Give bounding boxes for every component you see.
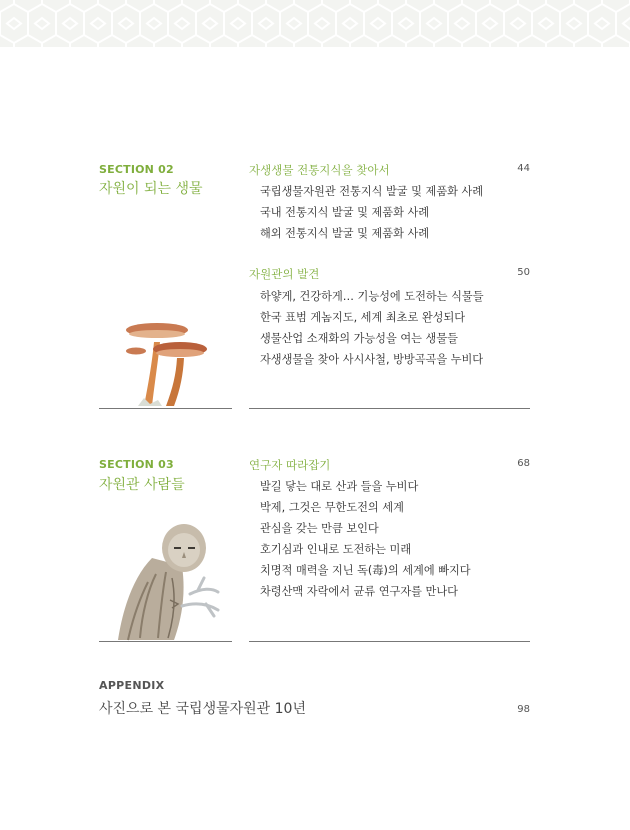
- toc-item[interactable]: 생물산업 소재화의 가능성을 여는 생물들: [260, 332, 458, 345]
- toc-item[interactable]: 호기심과 인내로 도전하는 미래: [260, 543, 412, 556]
- geometric-pattern-icon: [0, 0, 630, 47]
- toc-item[interactable]: 하얗게, 건강하게… 기능성에 도전하는 식물들: [260, 290, 484, 303]
- toc-item[interactable]: 한국 표범 게놈지도, 세계 최초로 완성되다: [260, 311, 466, 324]
- section-02-label: SECTION 02: [99, 163, 174, 176]
- toc-item[interactable]: 국내 전통지식 발굴 및 제품화 사례: [260, 206, 430, 219]
- chapter-title[interactable]: 자원관의 발견: [249, 267, 320, 281]
- page-number: 50: [517, 267, 530, 278]
- toc-item[interactable]: 박제, 그것은 무한도전의 세계: [260, 501, 404, 514]
- divider: [99, 408, 232, 409]
- header-pattern: [0, 0, 630, 47]
- page-number: 44: [517, 163, 530, 174]
- toc-item[interactable]: 치명적 매력을 지닌 독(毒)의 세계에 빠지다: [260, 564, 471, 577]
- section-02-title: 자원이 되는 생물: [99, 181, 203, 197]
- section-03-label: SECTION 03: [99, 458, 174, 471]
- appendix-title[interactable]: 사진으로 본 국립생물자원관 10년: [99, 701, 306, 717]
- appendix-label: APPENDIX: [99, 679, 165, 692]
- owl-illustration-icon: [112, 518, 222, 642]
- toc-item[interactable]: 자생생물을 찾아 사시사철, 방방곡곡을 누비다: [260, 353, 484, 366]
- section-03-title: 자원관 사람들: [99, 477, 185, 493]
- divider: [249, 408, 530, 409]
- divider: [99, 641, 232, 642]
- toc-item[interactable]: 해외 전통지식 발굴 및 제품화 사례: [260, 227, 430, 240]
- toc-item[interactable]: 국립생물자원관 전통지식 발굴 및 제품화 사례: [260, 185, 484, 198]
- chapter-title[interactable]: 자생생물 전통지식을 찾아서: [249, 163, 390, 177]
- divider: [249, 641, 530, 642]
- toc-item[interactable]: 발길 닿는 대로 산과 들을 누비다: [260, 480, 419, 493]
- chapter-title[interactable]: 연구자 따라잡기: [249, 458, 331, 472]
- toc-item[interactable]: 관심을 갖는 만큼 보인다: [260, 522, 379, 535]
- page-number: 98: [517, 704, 530, 715]
- toc-item[interactable]: 차령산맥 자락에서 균류 연구자를 만나다: [260, 585, 458, 598]
- page-number: 68: [517, 458, 530, 469]
- mushroom-illustration-icon: [122, 318, 214, 410]
